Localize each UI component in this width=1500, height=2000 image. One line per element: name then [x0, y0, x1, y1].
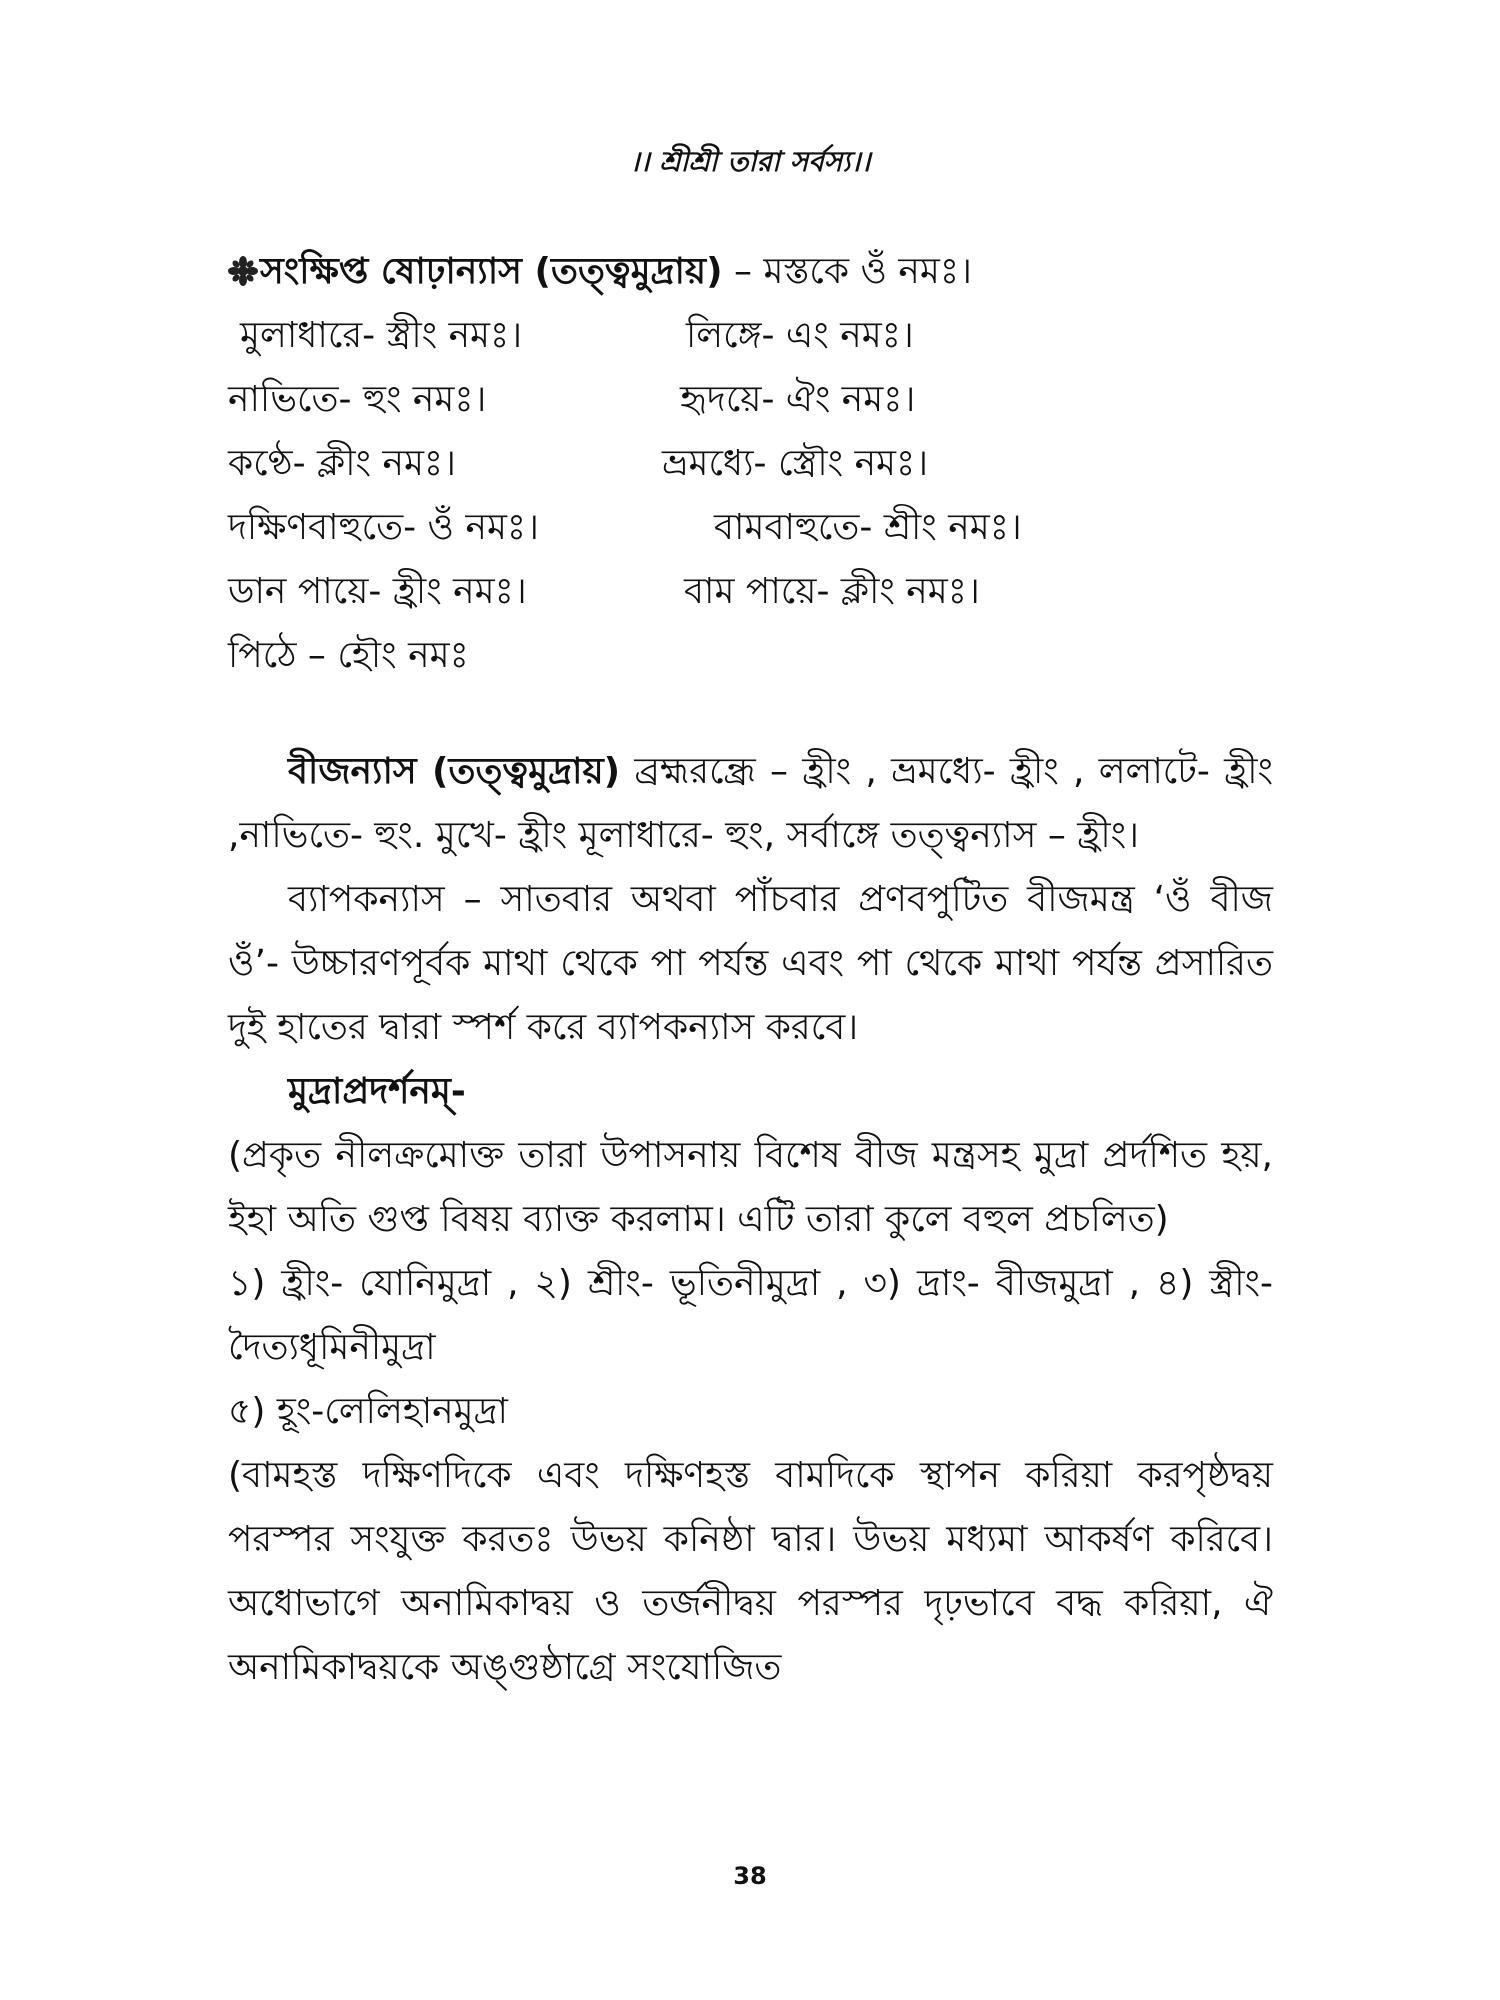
- nyas-left: ডান পায়ে- হ্রীং নমঃ।: [228, 571, 527, 612]
- nyas-left: নাভিতে- হুং নমঃ।: [228, 379, 487, 420]
- bijanyas-paragraph: [228, 740, 1273, 868]
- nyas-right: বামবাহুতে- শ্রীং নমঃ।: [714, 507, 1022, 548]
- vyapak-paragraph: ব্যাপকন্যাস – সাতবার অথবা পাঁচবার প্রণবপুটিত বীজমন্ত্র ‘ওঁ বীজ ওঁ’- উচ্চারণপূর্বক মাথা থেকে পা পর্যন্ত এবং পা থেকে মাথা পর্যন্ত প্রসারিত দুই হাতের দ্বারা স্পর্শ করে ব্যাপকন্যাস করবে।: [228, 879, 1273, 1048]
- nyas-row: [228, 432, 1273, 496]
- nyas-right: বাম পায়ে- ক্লীং নমঃ।: [684, 571, 980, 612]
- mudra-heading: মুদ্রাপ্রদর্শনম্-: [288, 1071, 466, 1112]
- bijanyas-title: বীজন্যাস (তত্ত্বমুদ্রায়): [288, 751, 621, 792]
- nyas-row: [228, 496, 1273, 560]
- nyas-right: লিঙ্গে- এং নমঃ।: [686, 315, 914, 356]
- mudra-list: ১) হ্রীং- যোনিমুদ্রা , ২) শ্রীং- ভূতিনীমুদ্রা , ৩) দ্রাং- বীজমুদ্রা , ৪) স্ত্রীং-দৈত্যধূমিনীমুদ্রা: [228, 1263, 1273, 1368]
- nyas-row: [228, 368, 1273, 432]
- bijanyas-text: ব্রহ্মরন্ধ্রে – হ্রীং , ভ্রমধ্যে- হ্রীং , ললাটে- হ্রীং ,নাভিতে- হুং. মুখে- হ্রীং মূলাধারে- হুং, সর্বাঙ্গে তত্ত্বন্যাস – হ্রীং।: [228, 751, 1273, 856]
- mudra-section: [228, 1060, 1273, 1700]
- shodanyas-section: [228, 240, 1273, 688]
- nyas-left: মুলাধারে- স্ত্রীং নমঃ।: [240, 315, 523, 356]
- nyas-left: দক্ষিণবাহুতে- ওঁ নমঃ।: [228, 507, 540, 548]
- nyas-left: কণ্ঠে- ক্লীং নমঃ।: [228, 443, 457, 484]
- shodanyas-title-line: [228, 240, 1273, 304]
- nyas-row: [228, 304, 1273, 368]
- floral-ornament-icon: [228, 256, 258, 286]
- shodanyas-title: সংক্ষিপ্ত ষোঢ়ান্যাস (তত্ত্বমুদ্রায়): [260, 251, 723, 292]
- page-header: ।। শ্রীশ্রী তারা সর্বস্য।।: [629, 145, 871, 178]
- nyas-row: [228, 560, 1273, 624]
- nyas-last: পিঠে – হৌং নমঃ: [228, 635, 469, 676]
- shodanyas-title-rest: – মস্তকে ওঁ নমঃ।: [722, 251, 972, 292]
- mudra-description: (বামহস্ত দক্ষিণদিকে এবং দক্ষিণহস্ত বামদিকে স্থাপন করিয়া করপৃষ্ঠদ্বয় পরস্পর সংযুক্ত করতঃ উভয় কনিষ্ঠা দ্বার। উভয় মধ্যমা আকর্ষণ করিবে। অধোভাগে অনামিকাদ্বয় ও তর্জনীদ্বয় পরস্পর দৃঢ়ভাবে বদ্ধ করিয়া, ঐ অনামিকাদ্বয়কে অঙ্গুষ্ঠাগ্রে সংযোজিত: [228, 1455, 1273, 1688]
- nyas-right: হৃদয়ে- ঐং নমঃ।: [680, 379, 916, 420]
- mudra-intro: (প্রকৃত নীলক্রমোক্ত তারা উপাসনায় বিশেষ বীজ মন্ত্রসহ মুদ্রা প্রর্দশিত হয়, ইহা অতি গুপ্ত বিষয় ব্যাক্ত করলাম। এটি তারা কুলে বহুল প্রচলিত): [228, 1135, 1273, 1240]
- page-number: 38: [733, 1862, 767, 1890]
- nyas-right: ভ্রমধ্যে- স্ত্রৌং নমঃ।: [662, 443, 929, 484]
- mudra-item-5: ৫) হূং-লেলিহানমুদ্রা: [228, 1391, 508, 1432]
